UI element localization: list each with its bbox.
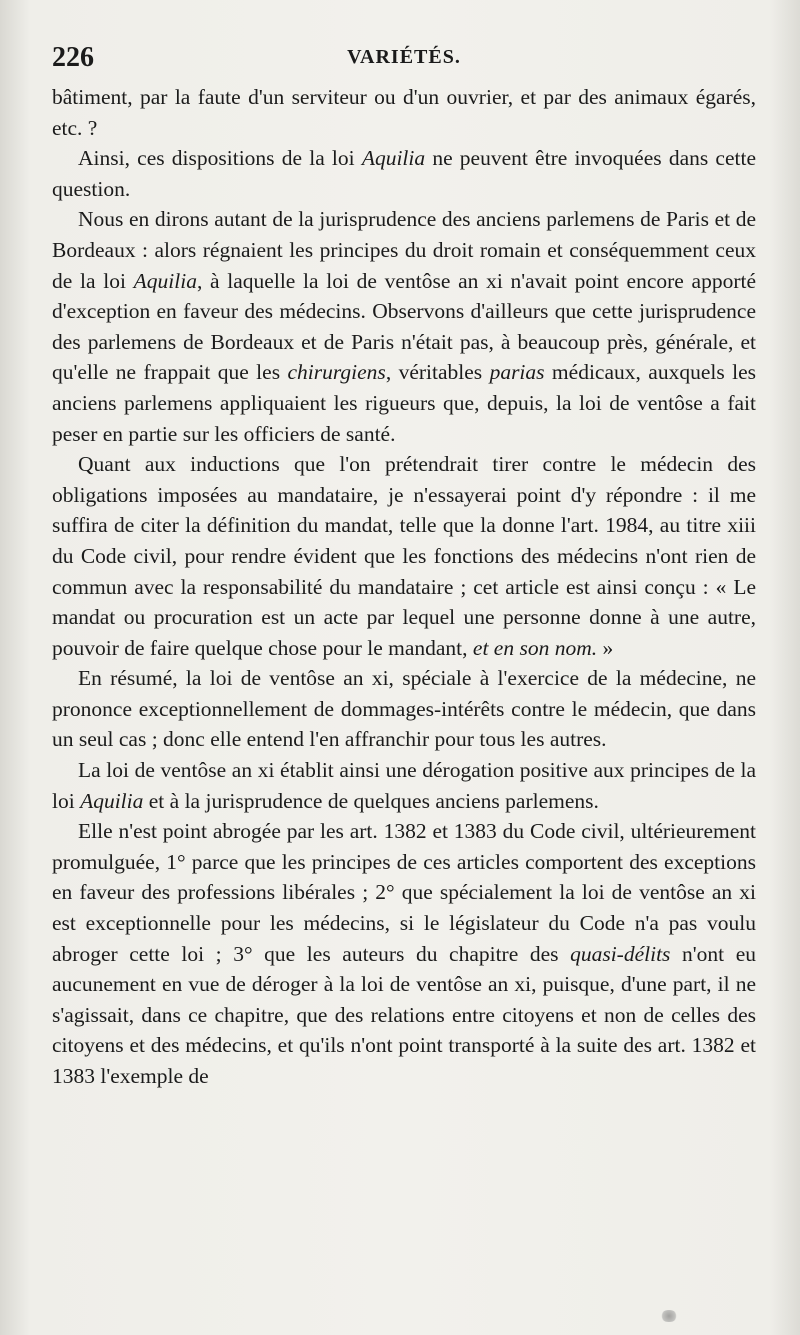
ink-blot — [660, 1310, 678, 1322]
text-run: Quant aux inductions que l'on prétendrait tirer contre le médecin des obligations imposées au mandataire, je n'essayerai point d'y répondre : il me suffira de citer la définition du mandat, telle que la donne l'art. 1984, au titre xiii du Code civil, pour rendre évident que les fonctions des médecins n'ont rien de commun avec la responsabilité du mandataire ; cet article est ainsi conçu : « Le mandat ou procuration est un acte par lequel une personne donne à une autre, pouvoir de faire quelque chose pour le mandant, — [52, 452, 756, 660]
text-run: Nous en dirons autant de la jurisprudence des anciens parlemens de Paris et de Bordeaux : alors régnaient les principes du droit romain et conséquemment ceux de la loi — [52, 207, 756, 293]
text-run: Ainsi, ces dispositions de la loi — [78, 146, 362, 171]
body-text — [52, 82, 756, 1092]
italic-text: quasi-délits — [570, 941, 671, 966]
italic-text: Aquilia — [80, 788, 144, 813]
italic-text: et en son nom. — [472, 635, 598, 660]
italic-text: chirurgiens — [287, 360, 386, 385]
page-number: 226 — [52, 42, 94, 73]
paragraph — [52, 204, 756, 449]
running-head: VARIÉTÉS. — [347, 46, 461, 68]
paragraph — [52, 82, 756, 143]
text-run: et à la jurisprudence de quelques anciens parlemens. — [143, 788, 599, 813]
text-run: médicaux, auxquels les anciens parlemens appliquaient les rigueurs que, depuis, la loi de ventôse a fait peser en partie sur les officiers de santé. — [52, 360, 756, 446]
page-header — [52, 40, 756, 82]
text-run: ne peuvent être invoquées dans cette question. — [52, 146, 756, 201]
paragraph — [52, 755, 756, 816]
text-run: , à laquelle la loi de ventôse an xi n'avait point encore apporté d'exception en faveur des médecins. Observons d'ailleurs que cette jurisprudence des parlemens de Bordeaux et de Paris n'était pas, à beaucoup près, générale, et qu'elle ne frappait que les — [52, 268, 756, 385]
text-run: » — [597, 635, 614, 660]
text-run: , véritables — [385, 360, 490, 385]
text-run: bâtiment, par la faute d'un serviteur ou d'un ouvrier, et par des animaux égarés, etc. ? — [52, 85, 756, 140]
text-run: Elle n'est point abrogée par les art. 1382 et 1383 du Code civil, ultérieurement promulguée, 1° parce que les principes de ces articles comportent des exceptions en faveur des professions libérales ; 2° que spécialement la loi de ventôse an xi est exceptionnelle pour les médecins, si le législateur du Code n'a pas voulu abroger cette loi ; 3° que les auteurs du chapitre des — [52, 819, 756, 966]
italic-text: Aquilia — [361, 146, 426, 171]
text-run: n'ont eu aucunement en vue de déroger à la loi de ventôse an xi, puisque, d'une part, il ne s'agissait, dans ce chapitre, que des relations entre citoyens et non de celles des citoyens et des médecins, et qu'ils n'ont point transporté à la suite des art. 1382 et 1383 l'exemple de — [52, 941, 756, 1088]
paragraph — [52, 143, 756, 204]
italic-text: Aquilia — [133, 268, 197, 293]
paragraph — [52, 663, 756, 755]
text-run: En résumé, la loi de ventôse an xi, spéciale à l'exercice de la médecine, ne prononce exceptionnellement de dommages-intérêts contre le médecin, que dans un seul cas ; donc elle entend l'en affranchir pour tous les autres. — [52, 666, 756, 752]
text-run: La loi de ventôse an xi établit ainsi une dérogation positive aux principes de la loi — [52, 758, 756, 813]
paragraph — [52, 449, 756, 663]
paragraph — [52, 816, 756, 1091]
italic-text: parias — [489, 360, 545, 385]
